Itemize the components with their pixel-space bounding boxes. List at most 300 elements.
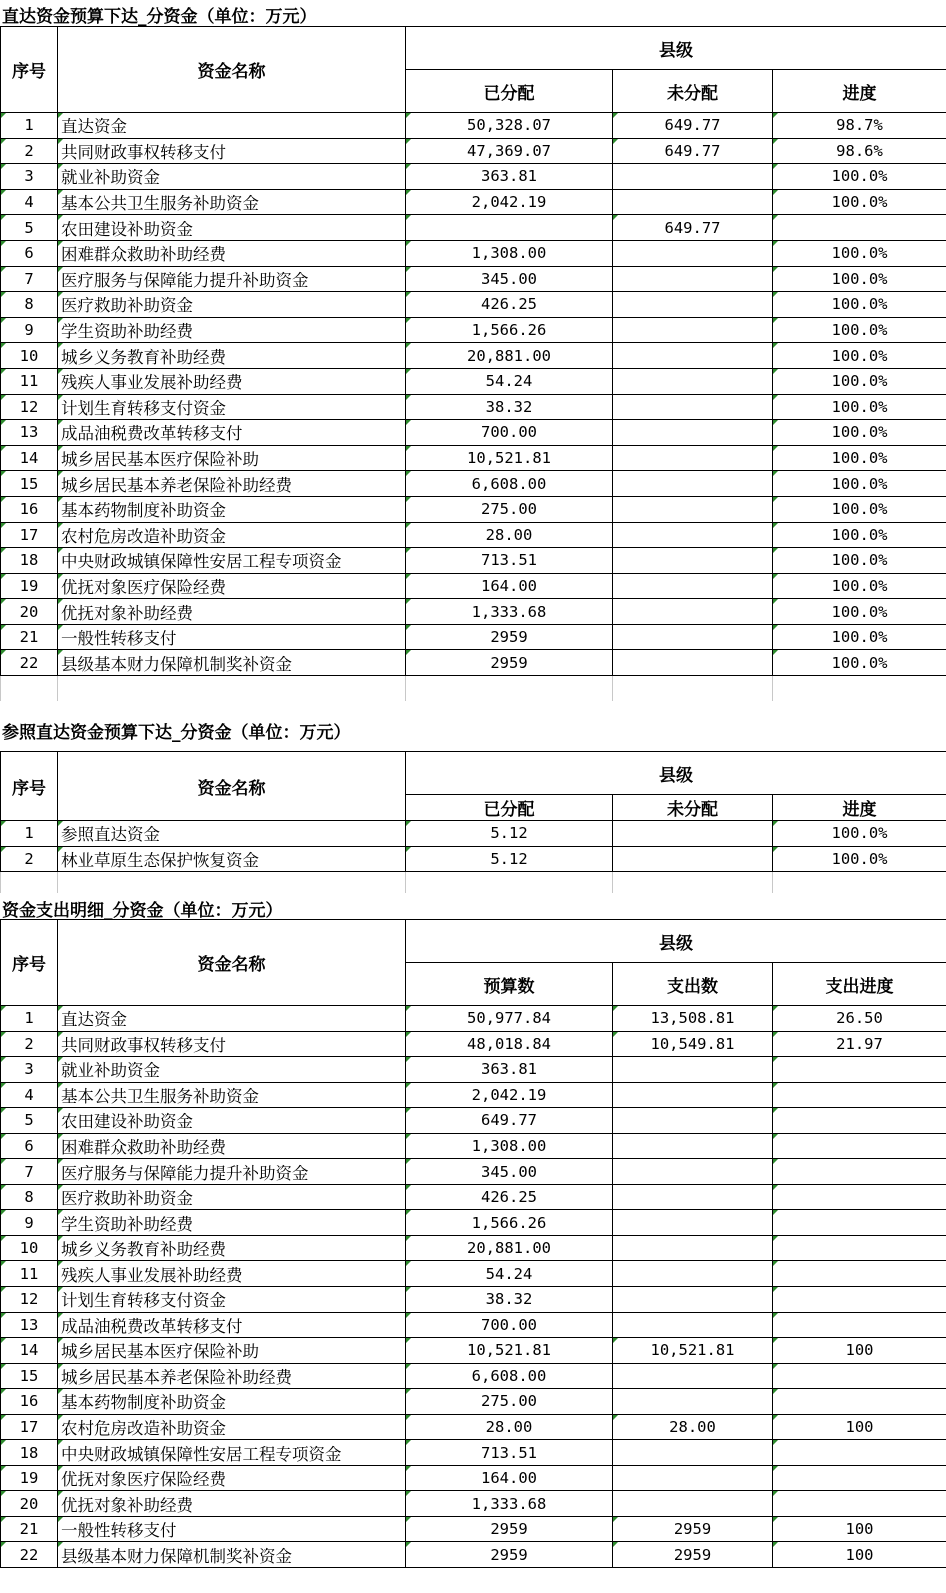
header-seq-no: 序号 (1, 27, 58, 113)
row-fund-name: 优抚对象补助经费 (58, 1491, 406, 1517)
row-seq-no: 17 (1, 522, 58, 548)
row-value-2 (613, 1389, 773, 1415)
row-fund-name: 优抚对象补助经费 (58, 599, 406, 625)
row-seq-no: 20 (1, 599, 58, 625)
row-value-1: 50,328.07 (406, 113, 613, 139)
row-seq-no: 4 (1, 1082, 58, 1108)
row-value-3: 98.6% (773, 138, 946, 164)
row-value-3 (773, 1465, 946, 1491)
table-row (1, 650, 946, 676)
row-fund-name: 直达资金 (58, 113, 406, 139)
table-row (1, 1031, 946, 1057)
row-seq-no: 12 (1, 1287, 58, 1313)
table-row (1, 846, 946, 872)
row-seq-no: 18 (1, 548, 58, 574)
row-value-2 (613, 1261, 773, 1287)
row-value-3 (773, 1389, 946, 1415)
row-value-2 (613, 1287, 773, 1313)
table-row (1, 113, 946, 139)
table-row (1, 624, 946, 650)
row-value-3 (773, 1235, 946, 1261)
row-seq-no: 8 (1, 1184, 58, 1210)
row-fund-name: 计划生育转移支付资金 (58, 1287, 406, 1313)
row-fund-name: 医疗服务与保障能力提升补助资金 (58, 1159, 406, 1185)
row-value-1: 47,369.07 (406, 138, 613, 164)
row-fund-name: 成品油税费改革转移支付 (58, 420, 406, 446)
table-row (1, 522, 946, 548)
header-fund-name: 资金名称 (58, 27, 406, 113)
row-value-1: 426.25 (406, 292, 613, 318)
row-seq-no: 19 (1, 573, 58, 599)
table-row (1, 1440, 946, 1466)
row-value-3: 100.0% (773, 548, 946, 574)
row-value-3: 100 (773, 1516, 946, 1542)
row-value-1: 2959 (406, 1542, 613, 1568)
row-value-3 (773, 1261, 946, 1287)
row-value-3 (773, 1440, 946, 1466)
row-value-1: 1,566.26 (406, 1210, 613, 1236)
row-value-2 (613, 1133, 773, 1159)
row-value-2 (613, 1440, 773, 1466)
row-seq-no: 2 (1, 846, 58, 872)
row-fund-name: 学生资助补助经费 (58, 1210, 406, 1236)
row-value-2 (613, 650, 773, 676)
row-value-1: 700.00 (406, 420, 613, 446)
table-row (1, 599, 946, 625)
table-row (1, 496, 946, 522)
row-value-2 (613, 266, 773, 292)
row-value-2 (613, 1082, 773, 1108)
row-value-1: 38.32 (406, 394, 613, 420)
header-expenditure: 支出数 (613, 963, 773, 1006)
row-value-3 (773, 1287, 946, 1313)
row-value-2 (613, 1057, 773, 1083)
row-fund-name: 计划生育转移支付资金 (58, 394, 406, 420)
row-value-2: 649.77 (613, 138, 773, 164)
row-value-2 (613, 240, 773, 266)
row-value-3: 100.0% (773, 189, 946, 215)
row-value-2: 649.77 (613, 113, 773, 139)
row-value-1: 10,521.81 (406, 445, 613, 471)
row-fund-name: 县级基本财力保障机制奖补资金 (58, 650, 406, 676)
row-seq-no: 14 (1, 445, 58, 471)
row-value-2 (613, 1184, 773, 1210)
row-value-3: 100.0% (773, 292, 946, 318)
row-fund-name: 学生资助补助经费 (58, 317, 406, 343)
header-county-level: 县级 (406, 752, 946, 795)
row-value-2 (613, 573, 773, 599)
row-value-1: 28.00 (406, 522, 613, 548)
row-value-1: 1,308.00 (406, 240, 613, 266)
row-seq-no: 2 (1, 1031, 58, 1057)
row-seq-no: 9 (1, 317, 58, 343)
row-seq-no: 7 (1, 1159, 58, 1185)
row-value-2: 13,508.81 (613, 1006, 773, 1032)
row-value-2 (613, 317, 773, 343)
row-fund-name: 农田建设补助资金 (58, 215, 406, 241)
row-value-1 (406, 215, 613, 241)
row-value-3: 100.0% (773, 650, 946, 676)
row-value-3 (773, 1108, 946, 1134)
row-value-1: 50,977.84 (406, 1006, 613, 1032)
table-row (1, 1389, 946, 1415)
row-seq-no: 11 (1, 368, 58, 394)
row-seq-no: 17 (1, 1414, 58, 1440)
row-fund-name: 共同财政事权转移支付 (58, 138, 406, 164)
reference-funds-table (0, 751, 946, 893)
table-row (1, 1516, 946, 1542)
table-row (1, 368, 946, 394)
row-fund-name: 农村危房改造补助资金 (58, 1414, 406, 1440)
row-seq-no: 1 (1, 821, 58, 847)
row-value-3: 100.0% (773, 164, 946, 190)
row-seq-no: 1 (1, 1006, 58, 1032)
table-row (1, 1465, 946, 1491)
row-value-1: 48,018.84 (406, 1031, 613, 1057)
row-value-1: 5.12 (406, 846, 613, 872)
row-value-2 (613, 445, 773, 471)
row-value-1: 5.12 (406, 821, 613, 847)
row-value-2 (613, 1108, 773, 1134)
row-fund-name: 林业草原生态保护恢复资金 (58, 846, 406, 872)
row-value-2 (613, 343, 773, 369)
row-value-3: 100 (773, 1338, 946, 1364)
row-value-1: 6,608.00 (406, 471, 613, 497)
row-seq-no: 3 (1, 1057, 58, 1083)
table-row (1, 1235, 946, 1261)
table-row (1, 240, 946, 266)
row-value-3 (773, 1210, 946, 1236)
row-value-2 (613, 420, 773, 446)
row-value-2 (613, 1491, 773, 1517)
header-unallocated: 未分配 (613, 70, 773, 113)
table-row (1, 266, 946, 292)
row-value-1: 2959 (406, 650, 613, 676)
row-fund-name: 医疗救助补助资金 (58, 1184, 406, 1210)
table-row (1, 1184, 946, 1210)
row-seq-no: 15 (1, 471, 58, 497)
row-fund-name: 残疾人事业发展补助经费 (58, 1261, 406, 1287)
row-value-1: 54.24 (406, 1261, 613, 1287)
header-seq-no: 序号 (1, 752, 58, 821)
row-value-1: 2959 (406, 1516, 613, 1542)
row-seq-no: 3 (1, 164, 58, 190)
table-row (1, 1287, 946, 1313)
header-allocated: 已分配 (406, 795, 613, 821)
row-value-2 (613, 394, 773, 420)
row-value-3 (773, 1363, 946, 1389)
row-fund-name: 就业补助资金 (58, 1057, 406, 1083)
row-value-2 (613, 548, 773, 574)
table-row (1, 215, 946, 241)
table-row (1, 292, 946, 318)
header-fund-name: 资金名称 (58, 920, 406, 1006)
row-value-3 (773, 1159, 946, 1185)
table-row (1, 1006, 946, 1032)
row-value-3: 100.0% (773, 420, 946, 446)
table-row (1, 548, 946, 574)
table-row (1, 1261, 946, 1287)
row-fund-name: 城乡义务教育补助经费 (58, 1235, 406, 1261)
row-value-2 (613, 164, 773, 190)
row-seq-no: 13 (1, 420, 58, 446)
row-value-3: 98.7% (773, 113, 946, 139)
table-row (1, 1057, 946, 1083)
row-fund-name: 城乡义务教育补助经费 (58, 343, 406, 369)
expenditure-detail-table (0, 919, 946, 1568)
row-fund-name: 困难群众救助补助经费 (58, 240, 406, 266)
row-value-1: 2,042.19 (406, 189, 613, 215)
table-row (1, 420, 946, 446)
row-value-3: 100.0% (773, 266, 946, 292)
row-fund-name: 基本药物制度补助资金 (58, 496, 406, 522)
row-value-2: 2959 (613, 1516, 773, 1542)
row-seq-no: 14 (1, 1338, 58, 1364)
table-row (1, 164, 946, 190)
table-row (1, 1542, 946, 1568)
row-fund-name: 基本药物制度补助资金 (58, 1389, 406, 1415)
header-unallocated: 未分配 (613, 795, 773, 821)
table-row (1, 1491, 946, 1517)
row-seq-no: 2 (1, 138, 58, 164)
header-seq-no: 序号 (1, 920, 58, 1006)
row-value-1: 54.24 (406, 368, 613, 394)
row-seq-no: 15 (1, 1363, 58, 1389)
row-value-1: 28.00 (406, 1414, 613, 1440)
row-fund-name: 城乡居民基本养老保险补助经费 (58, 471, 406, 497)
row-value-2 (613, 189, 773, 215)
table-row (1, 343, 946, 369)
table-row (1, 1338, 946, 1364)
row-value-3 (773, 1312, 946, 1338)
header-budget: 预算数 (406, 963, 613, 1006)
row-value-3 (773, 1184, 946, 1210)
table-row (1, 189, 946, 215)
row-value-1: 363.81 (406, 164, 613, 190)
row-value-2 (613, 368, 773, 394)
row-value-3: 100.0% (773, 496, 946, 522)
row-value-2 (613, 292, 773, 318)
row-value-1: 275.00 (406, 496, 613, 522)
row-value-3 (773, 1133, 946, 1159)
row-fund-name: 医疗服务与保障能力提升补助资金 (58, 266, 406, 292)
table-row (1, 317, 946, 343)
row-fund-name: 共同财政事权转移支付 (58, 1031, 406, 1057)
row-value-3: 100.0% (773, 394, 946, 420)
row-value-3: 100 (773, 1414, 946, 1440)
row-seq-no: 5 (1, 215, 58, 241)
row-value-2 (613, 1312, 773, 1338)
row-seq-no: 4 (1, 189, 58, 215)
row-value-2 (613, 821, 773, 847)
row-value-1: 20,881.00 (406, 343, 613, 369)
row-fund-name: 农村危房改造补助资金 (58, 522, 406, 548)
table-row (1, 1312, 946, 1338)
table-row (1, 138, 946, 164)
row-value-2 (613, 1363, 773, 1389)
row-value-1: 164.00 (406, 573, 613, 599)
row-value-1: 1,308.00 (406, 1133, 613, 1159)
table-row (1, 471, 946, 497)
row-value-3: 100.0% (773, 821, 946, 847)
row-value-3: 100.0% (773, 343, 946, 369)
row-value-1: 713.51 (406, 1440, 613, 1466)
row-value-3: 100.0% (773, 846, 946, 872)
row-value-1: 20,881.00 (406, 1235, 613, 1261)
row-fund-name: 城乡居民基本医疗保险补助 (58, 445, 406, 471)
row-value-2 (613, 496, 773, 522)
row-value-1: 1,566.26 (406, 317, 613, 343)
row-value-3: 26.50 (773, 1006, 946, 1032)
row-seq-no: 16 (1, 496, 58, 522)
row-value-3: 21.97 (773, 1031, 946, 1057)
row-fund-name: 基本公共卫生服务补助资金 (58, 1082, 406, 1108)
row-value-1: 426.25 (406, 1184, 613, 1210)
row-value-1: 38.32 (406, 1287, 613, 1313)
row-value-2 (613, 1159, 773, 1185)
row-value-3: 100.0% (773, 599, 946, 625)
row-seq-no: 1 (1, 113, 58, 139)
row-fund-name: 一般性转移支付 (58, 1516, 406, 1542)
row-seq-no: 22 (1, 650, 58, 676)
row-seq-no: 6 (1, 240, 58, 266)
row-fund-name: 优抚对象医疗保险经费 (58, 1465, 406, 1491)
row-seq-no: 21 (1, 624, 58, 650)
row-seq-no: 5 (1, 1108, 58, 1134)
row-value-1: 1,333.68 (406, 1491, 613, 1517)
row-value-1: 6,608.00 (406, 1363, 613, 1389)
row-fund-name: 困难群众救助补助经费 (58, 1133, 406, 1159)
row-value-3: 100 (773, 1542, 946, 1568)
row-seq-no: 19 (1, 1465, 58, 1491)
table-row (1, 1210, 946, 1236)
row-seq-no: 22 (1, 1542, 58, 1568)
header-progress: 进度 (773, 795, 946, 821)
table-row (1, 1133, 946, 1159)
table-row (1, 445, 946, 471)
row-value-3: 100.0% (773, 368, 946, 394)
header-county-level: 县级 (406, 27, 946, 70)
direct-funds-table (0, 26, 946, 701)
row-seq-no: 18 (1, 1440, 58, 1466)
header-progress: 进度 (773, 70, 946, 113)
row-seq-no: 20 (1, 1491, 58, 1517)
row-fund-name: 残疾人事业发展补助经费 (58, 368, 406, 394)
row-fund-name: 城乡居民基本养老保险补助经费 (58, 1363, 406, 1389)
row-fund-name: 一般性转移支付 (58, 624, 406, 650)
row-value-3: 100.0% (773, 522, 946, 548)
row-value-2: 10,549.81 (613, 1031, 773, 1057)
table-row (1, 1082, 946, 1108)
row-seq-no: 21 (1, 1516, 58, 1542)
row-value-3: 100.0% (773, 573, 946, 599)
row-seq-no: 10 (1, 1235, 58, 1261)
row-value-1: 1,333.68 (406, 599, 613, 625)
row-value-2: 2959 (613, 1542, 773, 1568)
row-fund-name: 直达资金 (58, 1006, 406, 1032)
header-fund-name: 资金名称 (58, 752, 406, 821)
row-fund-name: 医疗救助补助资金 (58, 292, 406, 318)
row-fund-name: 基本公共卫生服务补助资金 (58, 189, 406, 215)
row-seq-no: 7 (1, 266, 58, 292)
row-value-2: 649.77 (613, 215, 773, 241)
row-value-2 (613, 522, 773, 548)
header-county-level: 县级 (406, 920, 946, 963)
section1-title: 直达资金预算下达_分资金（单位：万元） (2, 7, 317, 27)
row-value-1: 713.51 (406, 548, 613, 574)
row-value-1: 275.00 (406, 1389, 613, 1415)
row-value-3: 100.0% (773, 317, 946, 343)
header-expenditure-progress: 支出进度 (773, 963, 946, 1006)
row-fund-name: 成品油税费改革转移支付 (58, 1312, 406, 1338)
table-row (1, 1159, 946, 1185)
table-row (1, 1363, 946, 1389)
row-value-1: 649.77 (406, 1108, 613, 1134)
row-value-3 (773, 1082, 946, 1108)
row-value-3: 100.0% (773, 471, 946, 497)
row-value-1: 363.81 (406, 1057, 613, 1083)
row-fund-name: 县级基本财力保障机制奖补资金 (58, 1542, 406, 1568)
row-seq-no: 10 (1, 343, 58, 369)
row-seq-no: 16 (1, 1389, 58, 1415)
row-value-1: 2959 (406, 624, 613, 650)
row-value-1: 700.00 (406, 1312, 613, 1338)
row-value-3 (773, 215, 946, 241)
row-value-2 (613, 1465, 773, 1491)
row-seq-no: 11 (1, 1261, 58, 1287)
row-value-1: 345.00 (406, 266, 613, 292)
row-fund-name: 农田建设补助资金 (58, 1108, 406, 1134)
section2-title: 参照直达资金预算下达_分资金（单位：万元） (2, 723, 351, 743)
section3-title: 资金支出明细_分资金（单位：万元） (2, 901, 283, 921)
row-value-1: 345.00 (406, 1159, 613, 1185)
row-value-2 (613, 471, 773, 497)
table-row (1, 821, 946, 847)
row-seq-no: 6 (1, 1133, 58, 1159)
row-value-2: 10,521.81 (613, 1338, 773, 1364)
row-seq-no: 9 (1, 1210, 58, 1236)
row-value-2 (613, 1210, 773, 1236)
row-fund-name: 中央财政城镇保障性安居工程专项资金 (58, 1440, 406, 1466)
header-allocated: 已分配 (406, 70, 613, 113)
row-value-1: 10,521.81 (406, 1338, 613, 1364)
row-value-3 (773, 1057, 946, 1083)
row-seq-no: 12 (1, 394, 58, 420)
row-fund-name: 城乡居民基本医疗保险补助 (58, 1338, 406, 1364)
row-value-1: 2,042.19 (406, 1082, 613, 1108)
table-row (1, 573, 946, 599)
row-value-2 (613, 1235, 773, 1261)
row-value-3 (773, 1491, 946, 1517)
table-row (1, 1414, 946, 1440)
row-value-2 (613, 624, 773, 650)
row-value-2: 28.00 (613, 1414, 773, 1440)
table-row (1, 1108, 946, 1134)
row-value-1: 164.00 (406, 1465, 613, 1491)
row-value-3: 100.0% (773, 445, 946, 471)
row-fund-name: 参照直达资金 (58, 821, 406, 847)
row-seq-no: 8 (1, 292, 58, 318)
row-seq-no: 13 (1, 1312, 58, 1338)
row-fund-name: 就业补助资金 (58, 164, 406, 190)
row-fund-name: 优抚对象医疗保险经费 (58, 573, 406, 599)
table-row (1, 394, 946, 420)
row-fund-name: 中央财政城镇保障性安居工程专项资金 (58, 548, 406, 574)
row-value-3: 100.0% (773, 624, 946, 650)
row-value-3: 100.0% (773, 240, 946, 266)
row-value-2 (613, 846, 773, 872)
row-value-2 (613, 599, 773, 625)
